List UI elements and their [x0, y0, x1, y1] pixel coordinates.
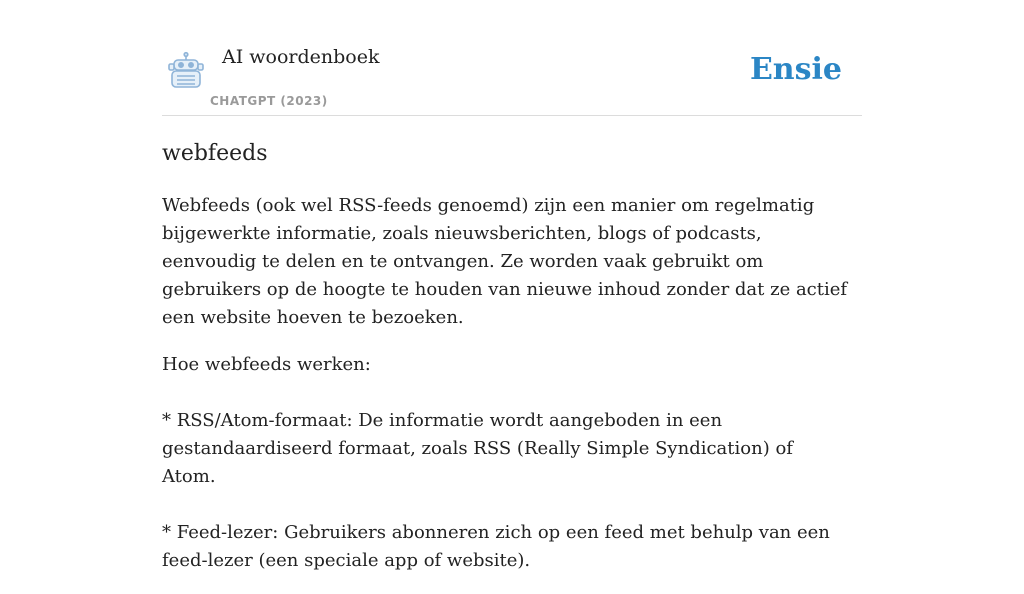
definition-paragraph: * Feed-lezer: Gebruikers abonneren zich op een feed met behulp van een feed-lezer (een speciale app of website).: [162, 522, 830, 571]
definition-paragraph: Hoe webfeeds werken:: [162, 354, 371, 375]
dictionary-header: [162, 40, 862, 116]
entry-term: webfeeds: [162, 141, 268, 166]
definition-paragraph: * RSS/Atom-formaat: De informatie wordt aangeboden in een gestandaardiseerd formaat, zoals RSS (Really Simple Syndication) of Atom.: [162, 410, 793, 487]
ensie-logo-link[interactable]: Ensie: [749, 52, 842, 87]
entry-content: [162, 140, 852, 594]
dictionary-title[interactable]: AI woordenboek: [222, 46, 380, 68]
dictionary-subtitle: CHATGPT (2023): [210, 94, 328, 108]
robot-icon: [166, 52, 206, 90]
definition-paragraph: Webfeeds (ook wel RSS-feeds genoemd) zijn een manier om regelmatig bijgewerkte informatie, zoals nieuwsberichten, blogs of podcasts, eenvoudig te delen en te ontvangen. Ze worden vaak gebruikt om gebruikers op de hoogte te houden van nieuwe inhoud zonder dat ze actief een website hoeven te bezoeken.: [162, 195, 848, 328]
